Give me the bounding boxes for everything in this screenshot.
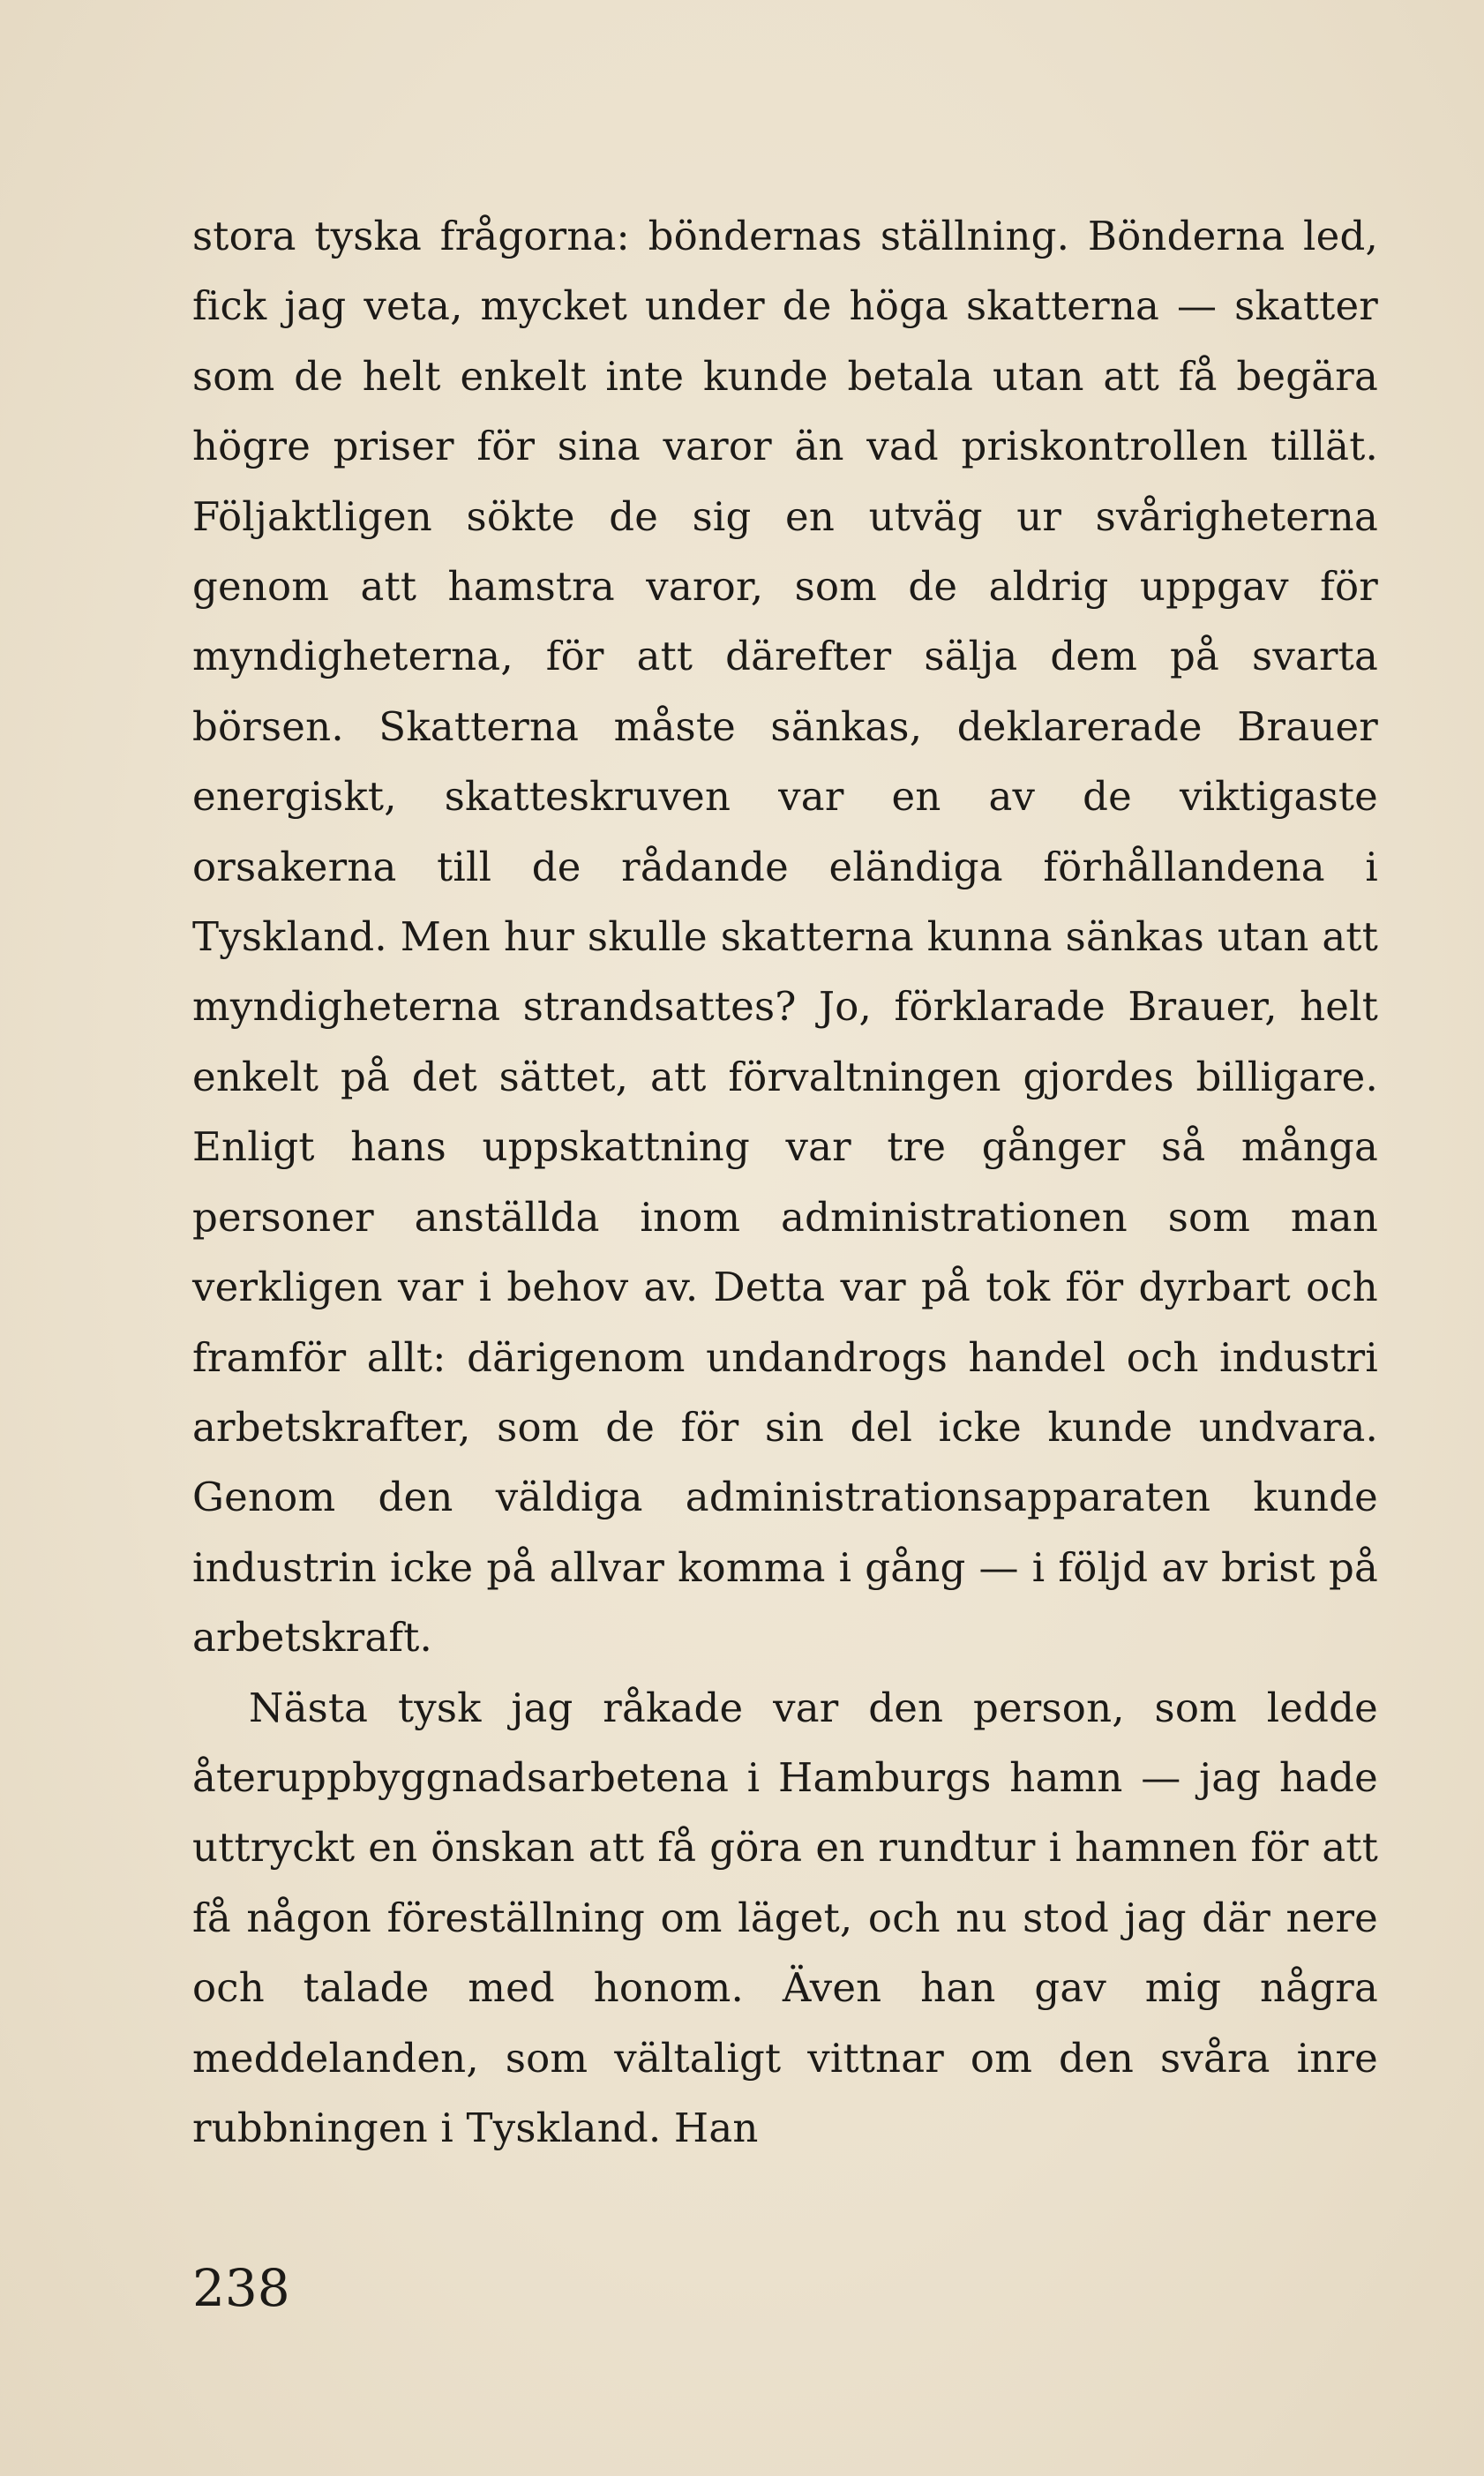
page-number: 238 <box>192 2258 290 2318</box>
paragraph-2: Nästa tysk jag råkade var den person, som ledde återuppbyggnadsarbetena i Hamburgs hamn — jag hade uttryckt en önskan att få göra en rundtur i hamnen för att få någon föreställning om läget, och nu stod jag där nere och talade med honom. Även han gav mig några meddelanden, som vältaligt vittnar om den svåra inre rubbningen i Tyskland. Han <box>192 1684 1378 2151</box>
paragraph-1: stora tyska frågorna: böndernas ställning. Bönderna led, fick jag veta, mycket under de höga skatterna — skatter som de helt enkelt inte kunde betala utan att få begära högre priser för sina varor än vad priskontrollen tillät. Följaktligen sökte de sig en utväg ur svårigheterna genom att hamstra varor, som de aldrig uppgav för myndigheterna, för att därefter sälja dem på svarta börsen. Skatterna måste sänkas, deklarerade Brauer energiskt, skatteskruven var en av de viktigaste orsakerna till de rådande eländiga förhållandena i Tyskland. Men hur skulle skatterna kunna sänkas utan att myndigheterna strandsattes? Jo, förklarade Brauer, helt enkelt på det sättet, att förvaltningen gjordes billigare. Enligt hans uppskattning var tre gånger så många personer anställda inom administrationen som man verkligen var i behov av. Detta var på tok för dyrbart och framför allt: därigenom undandrogs handel och industri arbetskrafter, som de för sin del icke kunde undvara. Genom den väldiga administrationsapparaten kunde industrin icke på allvar komma i gång — i följd av brist på arbetskraft. <box>192 213 1378 1662</box>
body-text <box>192 201 1378 2163</box>
